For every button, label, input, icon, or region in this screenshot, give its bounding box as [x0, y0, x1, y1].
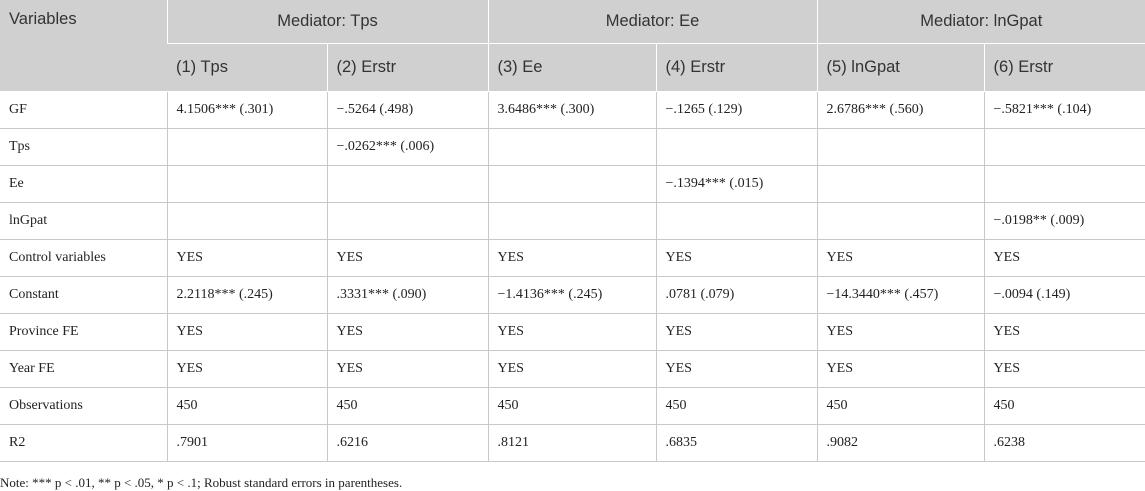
- table-cell: [327, 166, 488, 203]
- table-cell: −.1265 (.129): [656, 92, 817, 129]
- table-row: [0, 277, 1145, 314]
- table-cell: .7901: [167, 425, 327, 462]
- table-row: [0, 351, 1145, 388]
- table-cell: [167, 166, 327, 203]
- row-label: Control variables: [0, 240, 167, 277]
- column-header: (6) Erstr: [984, 44, 1145, 92]
- table-cell: 450: [488, 388, 656, 425]
- table-cell: YES: [656, 351, 817, 388]
- table-cell: YES: [327, 314, 488, 351]
- table-row: [0, 92, 1145, 129]
- table-cell: YES: [167, 351, 327, 388]
- row-label: Province FE: [0, 314, 167, 351]
- row-label: Ee: [0, 166, 167, 203]
- table-cell: YES: [817, 240, 984, 277]
- table-cell: .8121: [488, 425, 656, 462]
- table-cell: 450: [817, 388, 984, 425]
- table-cell: 3.6486*** (.300): [488, 92, 656, 129]
- table-row: [0, 314, 1145, 351]
- table-cell: [327, 203, 488, 240]
- table-cell: [817, 129, 984, 166]
- table-note: Note: *** p < .01, ** p < .05, * p < .1; Robust standard errors in parentheses.: [0, 475, 403, 490]
- table-cell: YES: [488, 351, 656, 388]
- table-cell: −1.4136*** (.245): [488, 277, 656, 314]
- table-cell: YES: [984, 314, 1145, 351]
- variables-header: Variables: [0, 0, 167, 92]
- table-row: [0, 240, 1145, 277]
- table-row: [0, 203, 1145, 240]
- row-label: Tps: [0, 129, 167, 166]
- table-cell: YES: [327, 351, 488, 388]
- group-header-tps: Mediator: Tps: [167, 0, 488, 44]
- table-cell: −.5821*** (.104): [984, 92, 1145, 129]
- row-label: R2: [0, 425, 167, 462]
- group-header-lngpat: Mediator: lnGpat: [817, 0, 1145, 44]
- table-cell: −.0198** (.009): [984, 203, 1145, 240]
- table-cell: [984, 166, 1145, 203]
- table-cell: YES: [488, 314, 656, 351]
- column-header: (3) Ee: [488, 44, 656, 92]
- table-cell: −.5264 (.498): [327, 92, 488, 129]
- row-label: lnGpat: [0, 203, 167, 240]
- table-cell: [488, 166, 656, 203]
- table-row: [0, 129, 1145, 166]
- table-body: [0, 92, 1145, 462]
- table-cell: YES: [817, 314, 984, 351]
- table-row: [0, 425, 1145, 462]
- table-cell: .9082: [817, 425, 984, 462]
- table-cell: [817, 166, 984, 203]
- column-header: (1) Tps: [167, 44, 327, 92]
- table-row: [0, 388, 1145, 425]
- table-cell: YES: [984, 240, 1145, 277]
- table-row: [0, 166, 1145, 203]
- table-cell: [167, 129, 327, 166]
- table-cell: YES: [817, 351, 984, 388]
- table-cell: 2.2118*** (.245): [167, 277, 327, 314]
- table-cell: 2.6786*** (.560): [817, 92, 984, 129]
- table-cell: [817, 203, 984, 240]
- group-header-ee: Mediator: Ee: [488, 0, 817, 44]
- table-cell: 450: [327, 388, 488, 425]
- header-row-columns: [0, 44, 1145, 92]
- table-cell: .0781 (.079): [656, 277, 817, 314]
- table-cell: [488, 129, 656, 166]
- table-cell: .6216: [327, 425, 488, 462]
- row-label: GF: [0, 92, 167, 129]
- table-cell: [656, 129, 817, 166]
- table-cell: YES: [656, 240, 817, 277]
- table-cell: .6835: [656, 425, 817, 462]
- table-cell: 450: [984, 388, 1145, 425]
- table-cell: [488, 203, 656, 240]
- row-label: Observations: [0, 388, 167, 425]
- table-cell: [167, 203, 327, 240]
- table-cell: [984, 129, 1145, 166]
- table-cell: YES: [656, 314, 817, 351]
- table-cell: −.0094 (.149): [984, 277, 1145, 314]
- table-cell: YES: [167, 314, 327, 351]
- row-label: Constant: [0, 277, 167, 314]
- table-cell: .6238: [984, 425, 1145, 462]
- row-label: Year FE: [0, 351, 167, 388]
- table-cell: YES: [167, 240, 327, 277]
- table-cell: YES: [488, 240, 656, 277]
- column-header: (2) Erstr: [327, 44, 488, 92]
- column-header: (5) lnGpat: [817, 44, 984, 92]
- header-row-groups: [0, 0, 1145, 44]
- table-cell: .3331*** (.090): [327, 277, 488, 314]
- table-cell: −14.3440*** (.457): [817, 277, 984, 314]
- table-cell: [656, 203, 817, 240]
- table-cell: 450: [656, 388, 817, 425]
- table-cell: YES: [984, 351, 1145, 388]
- table-cell: 4.1506*** (.301): [167, 92, 327, 129]
- table-cell: 450: [167, 388, 327, 425]
- table-cell: −.1394*** (.015): [656, 166, 817, 203]
- column-header: (4) Erstr: [656, 44, 817, 92]
- table-cell: −.0262*** (.006): [327, 129, 488, 166]
- table-cell: YES: [327, 240, 488, 277]
